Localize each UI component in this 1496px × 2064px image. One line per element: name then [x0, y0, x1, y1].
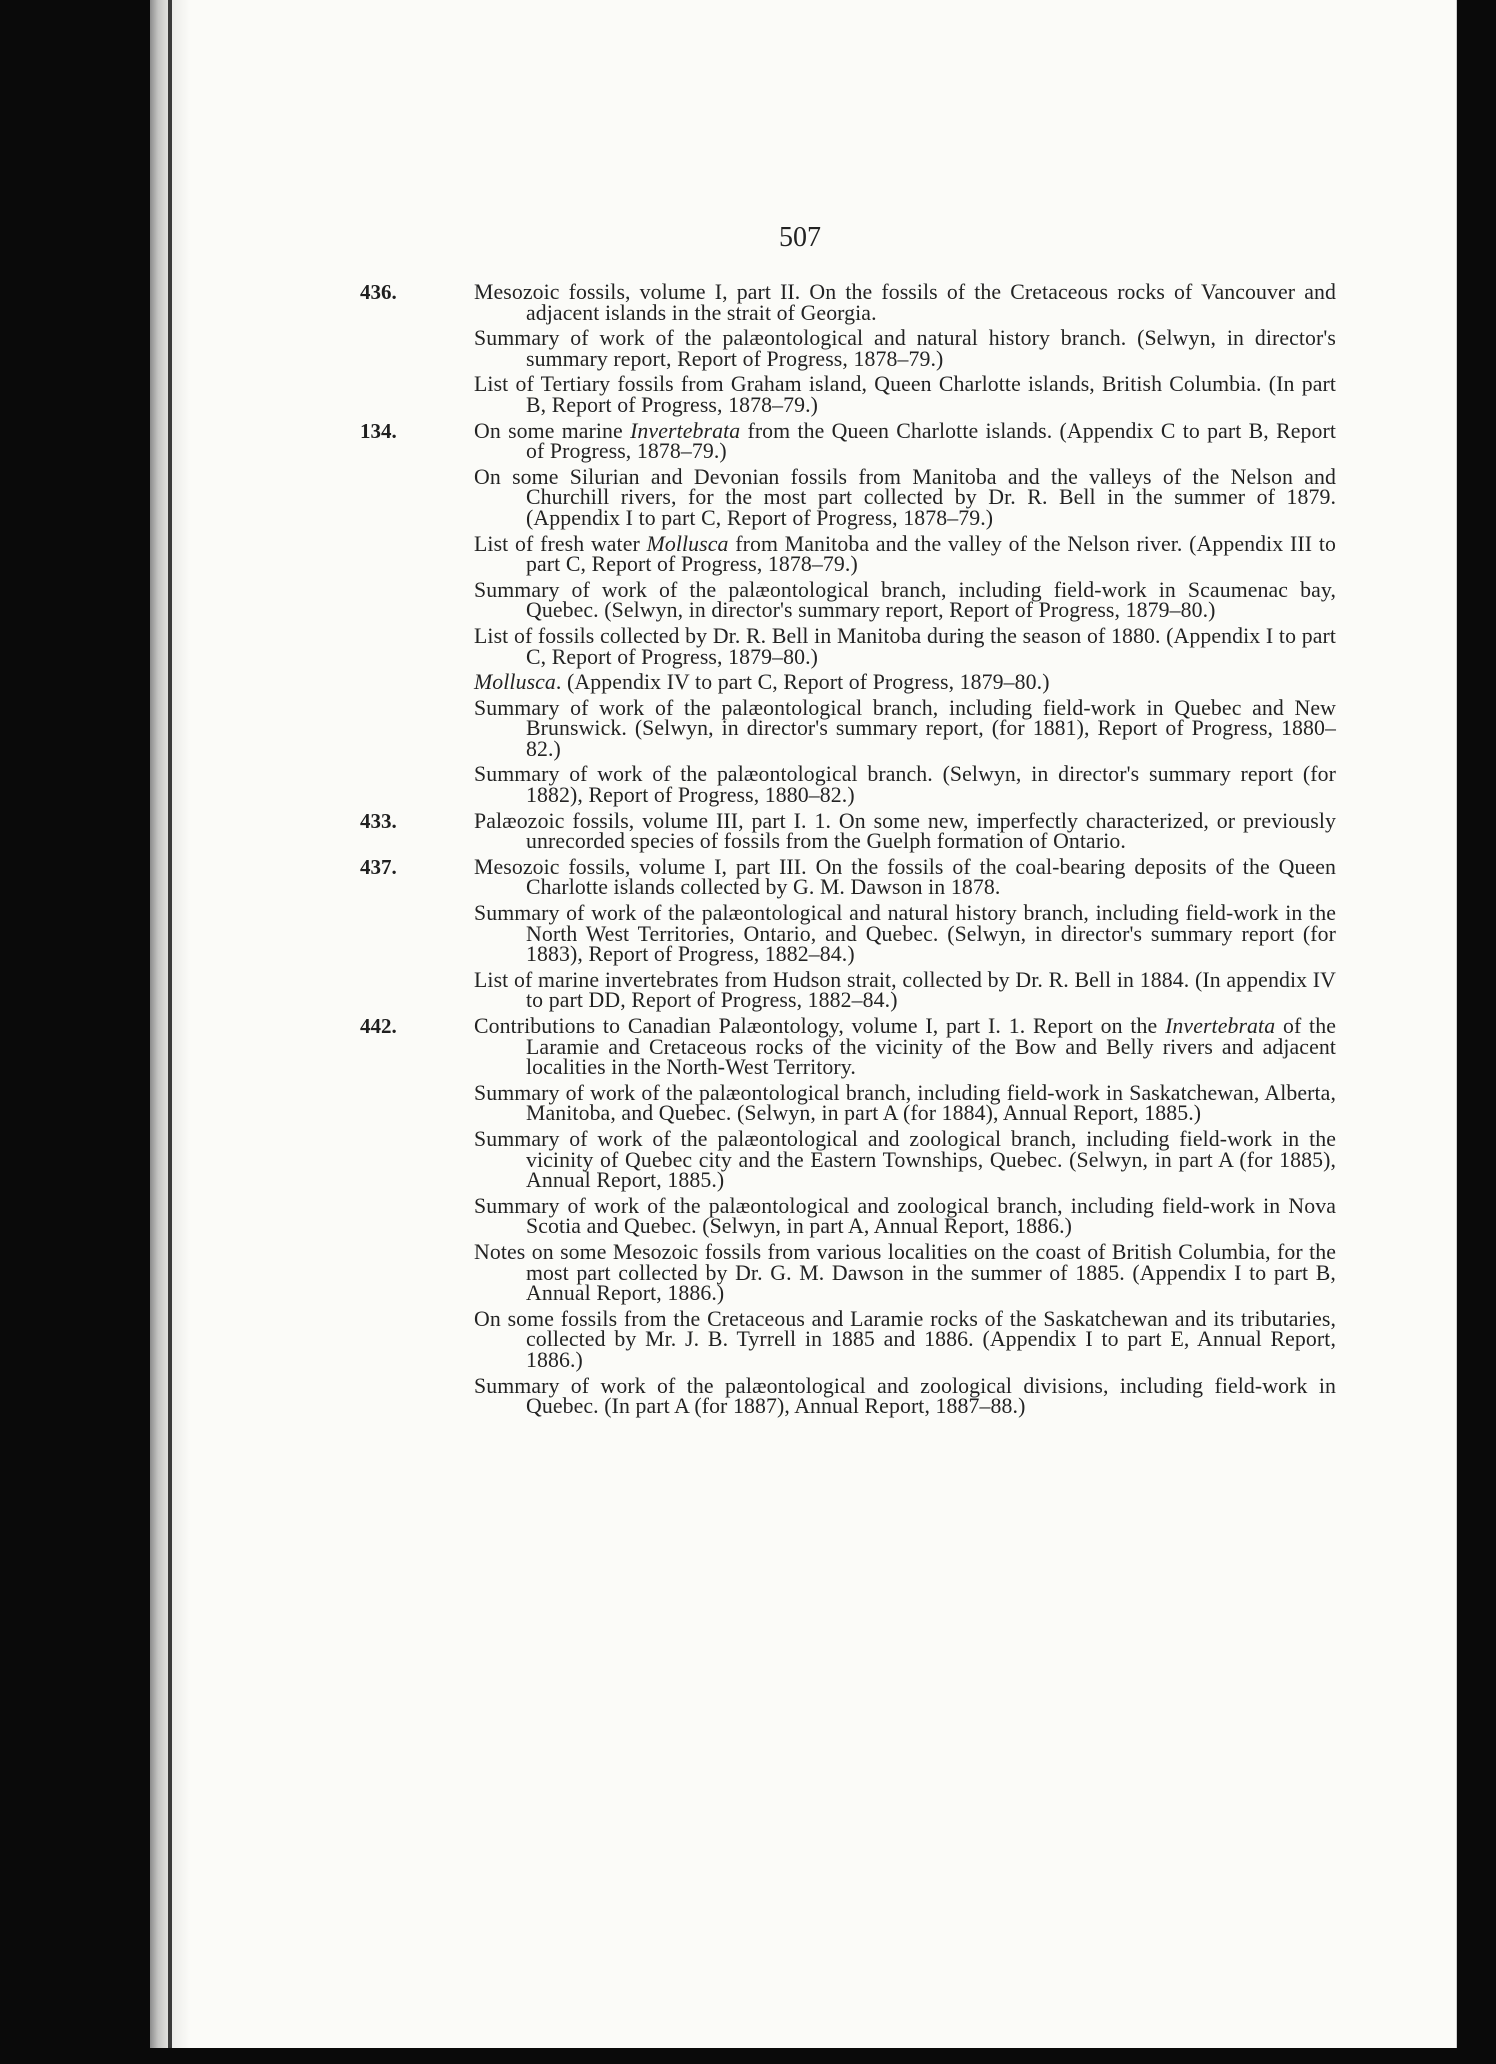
entry-5 — [0, 464, 1496, 530]
entry-6 — [0, 531, 1496, 577]
entry-number: 437. — [360, 854, 397, 879]
entry-text: On some Silurian and Devonian fossils from Manitoba and the valleys of the Nelson and Churchill rivers, for the most part collected by Dr. R. Bell in the summer of 1879. (Appendix I to part C, Report of Progress, 1878–79.) — [474, 464, 1336, 530]
entry-text: Summary of work of the palæontological and zoological branch, including field-work in the vicinity of Quebec city and the Eastern Townships, Quebec. (Selwyn, in part A (for 1885), Annual Report, 1885.) — [474, 1126, 1336, 1193]
entry-number: 442. — [360, 1014, 397, 1038]
entry-14 — [0, 903, 1496, 965]
entry-8 — [0, 623, 1496, 669]
entry-16 — [0, 1016, 1496, 1078]
entry-10 — [0, 695, 1496, 761]
entry-text: Summary of work of the palæontological branch, including field-work in Scaumenac bay, Quebec. (Selwyn, in director's summary report, Report of Progress, 1879–80.) — [474, 577, 1336, 623]
entry-text: Summary of work of the palæontological and zoological divisions, including field-work in Quebec. (In part A (for 1887), Annual Report, 1887–88.) — [474, 1373, 1336, 1419]
entry-21 — [0, 1306, 1496, 1372]
entry-text: List of fossils collected by Dr. R. Bell in Manitoba during the season of 1880. (Appendix I to part C, Report of Progress, 1879–80.) — [474, 623, 1336, 669]
entry-text: On some fossils from the Cretaceous and Laramie rocks of the Saskatchewan and its tributaries, collected by Mr. J. B. Tyrrell in 1885 and 1886. (Appendix I to part E, Annual Report, 1886.) — [474, 1306, 1336, 1372]
bibliography-entries — [0, 282, 1496, 1422]
entry-13 — [0, 854, 1496, 900]
entry-3 — [0, 374, 1496, 415]
entry-text: Summary of work of the palæontological and natural history branch, including field-work in the North West Territories, Ontario, and Quebec. (Selwyn, in director's summary report (for 1883), Report of Progress, 1882–84.) — [474, 901, 1336, 967]
entry-text: Summary of work of the palæontological and natural history branch. (Selwyn, in director's summary report, Report of Progress, 1878–79.) — [474, 326, 1336, 371]
entry-number: 134. — [360, 418, 397, 443]
entry-text: Mesozoic fossils, volume I, part III. On the fossils of the coal-bearing deposits of the Queen Charlotte islands collected by G. M. Dawson in 1878. — [474, 854, 1336, 900]
entry-18 — [0, 1126, 1496, 1193]
entry-text: List of Tertiary fossils from Graham island, Queen Charlotte islands, British Columbia. (In part B, Report of Progress, 1878–79.) — [474, 372, 1336, 417]
entry-11 — [0, 762, 1496, 808]
entry-7 — [0, 577, 1496, 623]
entry-text: Summary of work of the palæontological and zoological branch, including field-work in Nova Scotia and Quebec. (Selwyn, in part A, Annual Report, 1886.) — [474, 1193, 1336, 1239]
entry-17 — [0, 1080, 1496, 1126]
entry-text: Mollusca. (Appendix IV to part C, Report of Progress, 1879–80.) — [474, 670, 1050, 695]
entry-9 — [0, 672, 1496, 693]
entry-12 — [0, 808, 1496, 854]
entry-2 — [0, 328, 1496, 369]
entry-text: Summary of work of the palæontological branch, including field-work in Saskatchewan, Alberta, Manitoba, and Quebec. (Selwyn, in part A (for 1884), Annual Report, 1885.) — [474, 1080, 1336, 1126]
entry-4 — [0, 418, 1496, 464]
entry-number: 433. — [360, 808, 397, 833]
entry-text: Mesozoic fossils, volume I, part II. On the fossils of the Cretaceous rocks of Vancouver and adjacent islands in the strait of Georgia. — [474, 280, 1336, 325]
entry-number: 436. — [360, 280, 397, 304]
entry-20 — [0, 1239, 1496, 1306]
entry-15 — [0, 967, 1496, 1013]
entry-1 — [0, 282, 1496, 323]
page-number: 507 — [779, 222, 821, 253]
entry-19 — [0, 1193, 1496, 1239]
entry-text: Contributions to Canadian Palæontology, volume I, part I. 1. Report on the Invertebrata of the Laramie and Cretaceous rocks of the vicinity of the Bow and Belly rivers and adjacent localities in the North-West Territory. — [474, 1014, 1336, 1080]
entry-text: Summary of work of the palæontological branch. (Selwyn, in director's summary report (for 1882), Report of Progress, 1880–82.) — [474, 762, 1336, 808]
entry-text: Palæozoic fossils, volume III, part I. 1. On some new, imperfectly characterized, or previously unrecorded species of fossils from the Guelph formation of Ontario. — [474, 808, 1336, 854]
entry-22 — [0, 1373, 1496, 1419]
entry-text: Notes on some Mesozoic fossils from various localities on the coast of British Columbia, for the most part collected by Dr. G. M. Dawson in the summer of 1885. (Appendix I to part B, Annual Report, 1886.) — [474, 1239, 1336, 1306]
entry-text: On some marine Invertebrata from the Queen Charlotte islands. (Appendix C to part B, Report of Progress, 1878–79.) — [474, 418, 1337, 464]
entry-text: List of marine invertebrates from Hudson strait, collected by Dr. R. Bell in 1884. (In appendix IV to part DD, Report of Progress, 1882–84.) — [474, 967, 1336, 1013]
entry-text: List of fresh water Mollusca from Manitoba and the valley of the Nelson river. (Appendix III to part C, Report of Progress, 1878–79.) — [474, 531, 1336, 577]
entry-text: Summary of work of the palæontological branch, including field-work in Quebec and New Brunswick. (Selwyn, in director's summary report, (for 1881), Report of Progress, 1880–82.) — [474, 695, 1336, 761]
